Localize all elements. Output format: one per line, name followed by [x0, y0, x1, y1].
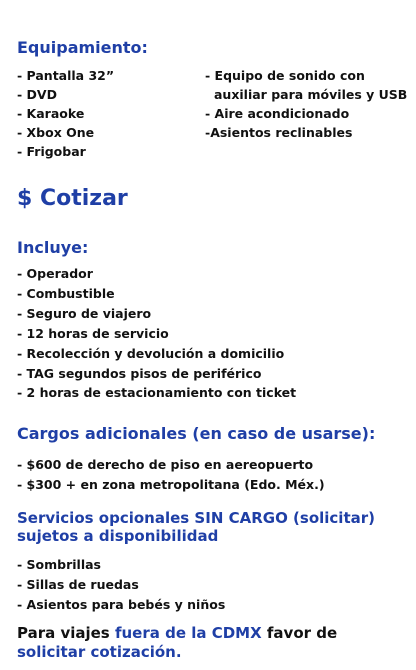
- quote-note-line2: solicitar cotización.: [17, 643, 182, 661]
- incluye-list: [17, 264, 296, 403]
- cargos-list: [17, 455, 325, 495]
- quote-note: [17, 624, 407, 662]
- equipment-item-sound: - Equipo de sonido con: [205, 68, 365, 83]
- servicios-list: [17, 555, 225, 615]
- equipment-item-sound-usb: auxiliar para móviles y USB: [214, 87, 408, 102]
- servicios-heading-line1: Servicios opcionales SIN CARGO (solicitar): [17, 509, 375, 527]
- list-item: - Combustible: [17, 285, 115, 301]
- equipment-item-xbox: - Xbox One: [17, 125, 95, 140]
- list-item: - Seguro de viajero: [17, 305, 152, 321]
- servicios-heading: [17, 509, 375, 545]
- equipment-item-karaoke: - Karaoke: [17, 106, 85, 121]
- quote-note-part2: favor de: [261, 624, 338, 642]
- list-item: - 2 horas de estacionamiento con ticket: [17, 385, 297, 401]
- cargos-heading: Cargos adicionales (en caso de usarse):: [17, 424, 376, 443]
- incluye-heading: Incluye:: [17, 238, 89, 257]
- list-item: - $600 de derecho de piso en aereopuerto: [17, 457, 314, 472]
- quote-note-highlight: fuera de la CDMX: [114, 624, 262, 642]
- equipment-item-ac: - Aire acondicionado: [205, 106, 350, 121]
- equipment-item-seats: -Asientos reclinables: [205, 125, 353, 140]
- servicios-heading-line2: sujetos a disponibilidad: [17, 527, 219, 545]
- list-item: - Sillas de ruedas: [17, 576, 139, 592]
- equipamiento-heading: Equipamiento:: [17, 38, 148, 57]
- list-item: - $300 + en zona metropolitana (Edo. Méx.): [17, 476, 325, 492]
- equipment-item-dvd: - DVD: [17, 87, 57, 102]
- list-item: - 12 horas de servicio: [17, 325, 169, 341]
- list-item: - Sombrillas: [17, 557, 101, 572]
- quote-note-part1: Para viajes: [17, 624, 115, 642]
- list-item: - Recolección y devolución a domicilio: [17, 345, 285, 361]
- list-item: - TAG segundos pisos de periférico: [17, 365, 262, 381]
- cotizar-link[interactable]: $ Cotizar: [17, 186, 128, 211]
- equipment-item-tv: - Pantalla 32”: [17, 68, 115, 83]
- equipment-item-frigobar: - Frigobar: [17, 144, 86, 159]
- list-item: - Operador: [17, 266, 93, 281]
- list-item: - Asientos para bebés y niños: [17, 596, 226, 612]
